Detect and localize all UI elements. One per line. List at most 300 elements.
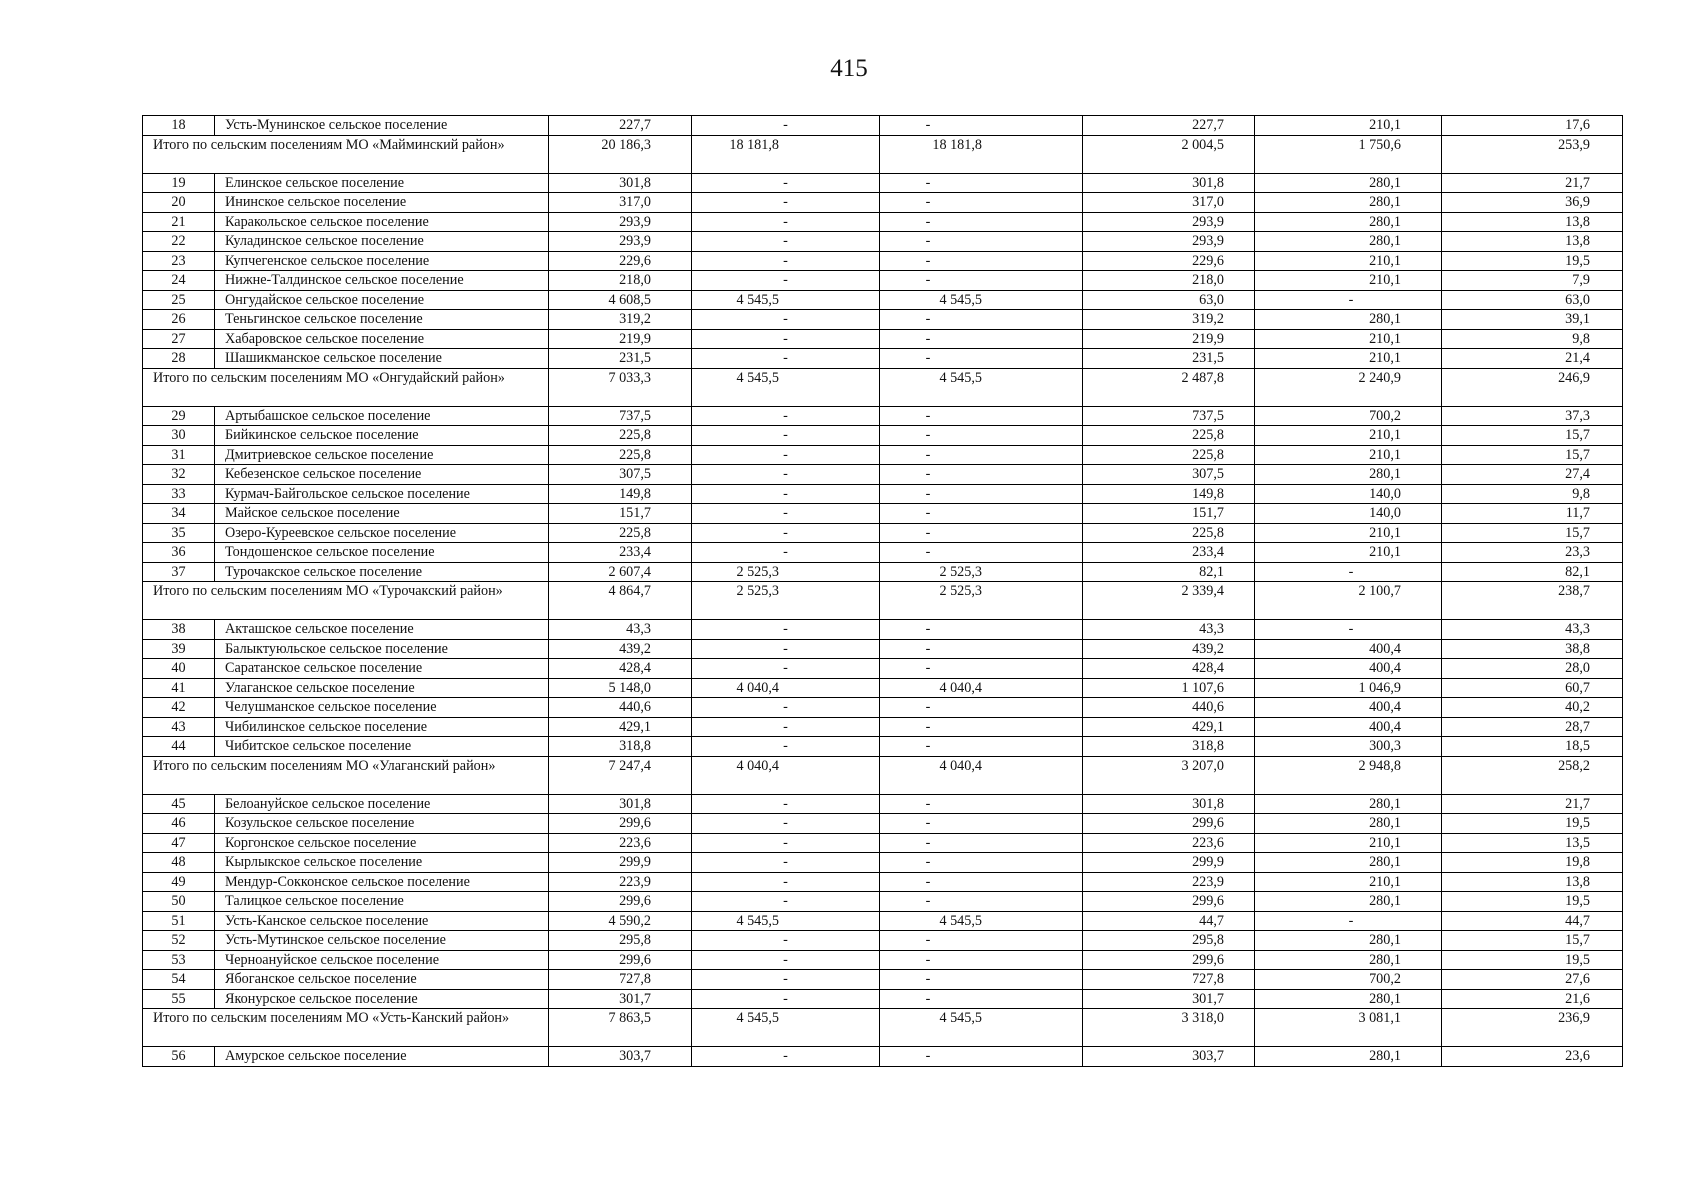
row-number: 38 [143,620,215,640]
row-number: 22 [143,232,215,252]
table-row [143,484,1623,504]
value-cell: 303,7 [549,1047,692,1067]
row-number: 48 [143,853,215,873]
value-cell: 700,2 [1255,970,1442,990]
value-cell: 43,3 [549,620,692,640]
total-label: Итого по сельским поселениям МО «Онгудайский район» [143,368,549,406]
row-number: 50 [143,892,215,912]
value-cell: - [880,212,1083,232]
value-cell: 210,1 [1255,116,1442,136]
value-cell: 2 004,5 [1083,135,1255,173]
value-cell: - [692,251,880,271]
value-cell: - [880,872,1083,892]
value-cell: - [692,698,880,718]
value-cell: - [692,406,880,426]
value-cell: 7 863,5 [549,1009,692,1047]
settlement-name: Нижне-Талдинское сельское поселение [215,271,549,291]
value-cell: - [692,794,880,814]
value-cell: 13,8 [1442,872,1623,892]
value-cell: 13,8 [1442,232,1623,252]
value-cell: - [692,833,880,853]
value-cell: - [692,717,880,737]
value-cell: 280,1 [1255,853,1442,873]
value-cell: 225,8 [549,523,692,543]
value-cell: 737,5 [1083,406,1255,426]
row-number: 32 [143,465,215,485]
row-number: 55 [143,989,215,1009]
value-cell: 82,1 [1442,562,1623,582]
value-cell: 280,1 [1255,232,1442,252]
settlement-name: Мендур-Сокконское сельское поселение [215,872,549,892]
table-row [143,271,1623,291]
value-cell: 43,3 [1442,620,1623,640]
table-total-row [143,756,1623,794]
value-cell: - [692,193,880,213]
value-cell: 299,6 [549,950,692,970]
row-number: 29 [143,406,215,426]
table-row [143,989,1623,1009]
value-cell: 44,7 [1083,911,1255,931]
value-cell: 20 186,3 [549,135,692,173]
value-cell: - [692,329,880,349]
value-cell: - [692,116,880,136]
value-cell: 229,6 [1083,251,1255,271]
value-cell: 299,9 [549,853,692,873]
value-cell: - [880,523,1083,543]
value-cell: - [692,484,880,504]
table-row [143,931,1623,951]
value-cell: 303,7 [1083,1047,1255,1067]
value-cell: 27,6 [1442,970,1623,990]
table-row [143,232,1623,252]
value-cell: 299,9 [1083,853,1255,873]
row-number: 45 [143,794,215,814]
settlement-name: Каракольское сельское поселение [215,212,549,232]
value-cell: - [692,232,880,252]
row-number: 28 [143,349,215,369]
value-cell: - [880,717,1083,737]
value-cell: 15,7 [1442,426,1623,446]
settlement-name: Челушманское сельское поселение [215,698,549,718]
value-cell: 18,5 [1442,737,1623,757]
value-cell: - [880,892,1083,912]
value-cell: 4 545,5 [880,290,1083,310]
table-row [143,737,1623,757]
value-cell: 3 207,0 [1083,756,1255,794]
value-cell: 439,2 [549,639,692,659]
table-row [143,814,1623,834]
value-cell: 307,5 [549,465,692,485]
value-cell: 400,4 [1255,659,1442,679]
value-cell: 223,6 [1083,833,1255,853]
table-row [143,523,1623,543]
value-cell: - [880,271,1083,291]
value-cell: 210,1 [1255,872,1442,892]
value-cell: 280,1 [1255,814,1442,834]
value-cell: 28,0 [1442,659,1623,679]
value-cell: - [880,950,1083,970]
table-total-row [143,135,1623,173]
table-row [143,406,1623,426]
table-total-row [143,368,1623,406]
row-number: 18 [143,116,215,136]
value-cell: 4 545,5 [692,1009,880,1047]
settlement-name: Чибилинское сельское поселение [215,717,549,737]
value-cell: 149,8 [549,484,692,504]
value-cell: - [880,232,1083,252]
value-cell: - [1255,562,1442,582]
settlement-name: Хабаровское сельское поселение [215,329,549,349]
value-cell: 19,5 [1442,892,1623,912]
row-number: 56 [143,1047,215,1067]
settlement-name: Курмач-Байгольское сельское поселение [215,484,549,504]
value-cell: 700,2 [1255,406,1442,426]
value-cell: 295,8 [549,931,692,951]
table-row [143,950,1623,970]
value-cell: 15,7 [1442,931,1623,951]
value-cell: 2 100,7 [1255,582,1442,620]
value-cell: 60,7 [1442,678,1623,698]
value-cell: 219,9 [549,329,692,349]
table-row [143,310,1623,330]
value-cell: 299,6 [549,814,692,834]
settlement-name: Кебезенское сельское поселение [215,465,549,485]
table-row [143,970,1623,990]
settlement-name: Майское сельское поселение [215,504,549,524]
value-cell: - [880,504,1083,524]
table-row [143,193,1623,213]
table-row [143,717,1623,737]
row-number: 42 [143,698,215,718]
value-cell: 280,1 [1255,892,1442,912]
value-cell: 44,7 [1442,911,1623,931]
row-number: 47 [143,833,215,853]
settlement-name: Чибитское сельское поселение [215,737,549,757]
value-cell: 40,2 [1442,698,1623,718]
value-cell: 82,1 [1083,562,1255,582]
settlement-name: Куладинское сельское поселение [215,232,549,252]
total-label: Итого по сельским поселениям МО «Улаганский район» [143,756,549,794]
value-cell: 2 525,3 [692,562,880,582]
value-cell: - [880,173,1083,193]
table-row [143,698,1623,718]
value-cell: - [692,349,880,369]
value-cell: 223,6 [549,833,692,853]
value-cell: 227,7 [1083,116,1255,136]
value-cell: 39,1 [1442,310,1623,330]
value-cell: 293,9 [1083,212,1255,232]
value-cell: - [880,251,1083,271]
value-cell: 293,9 [549,212,692,232]
settlement-name: Балыктуюльское сельское поселение [215,639,549,659]
row-number: 35 [143,523,215,543]
value-cell: 737,5 [549,406,692,426]
value-cell: 2 339,4 [1083,582,1255,620]
value-cell: - [880,814,1083,834]
value-cell: - [1255,290,1442,310]
table-row [143,853,1623,873]
value-cell: 428,4 [549,659,692,679]
value-cell: 299,6 [1083,950,1255,970]
budget-table [142,115,1623,1067]
value-cell: - [880,193,1083,213]
table-row [143,445,1623,465]
settlement-name: Саратанское сельское поселение [215,659,549,679]
settlement-name: Усть-Мунинское сельское поселение [215,116,549,136]
settlement-name: Теньгинское сельское поселение [215,310,549,330]
settlement-name: Коргонское сельское поселение [215,833,549,853]
value-cell: 429,1 [1083,717,1255,737]
value-cell: - [880,543,1083,563]
settlement-name: Тондошенское сельское поселение [215,543,549,563]
value-cell: 218,0 [1083,271,1255,291]
value-cell: - [880,620,1083,640]
value-cell: 1 750,6 [1255,135,1442,173]
value-cell: 1 046,9 [1255,678,1442,698]
value-cell: - [880,931,1083,951]
total-label: Итого по сельским поселениям МО «Майминский район» [143,135,549,173]
value-cell: 233,4 [549,543,692,563]
value-cell: - [880,310,1083,330]
value-cell: 2 525,3 [880,562,1083,582]
value-cell: 280,1 [1255,794,1442,814]
table-row [143,639,1623,659]
value-cell: - [880,1047,1083,1067]
value-cell: 299,6 [549,892,692,912]
row-number: 34 [143,504,215,524]
row-number: 36 [143,543,215,563]
value-cell: 299,6 [1083,892,1255,912]
value-cell: - [1255,620,1442,640]
value-cell: 280,1 [1255,950,1442,970]
row-number: 24 [143,271,215,291]
settlement-name: Елинское сельское поселение [215,173,549,193]
value-cell: - [692,465,880,485]
value-cell: 140,0 [1255,504,1442,524]
settlement-name: Яконурское сельское поселение [215,989,549,1009]
value-cell: 400,4 [1255,717,1442,737]
value-cell: 280,1 [1255,989,1442,1009]
value-cell: 36,9 [1442,193,1623,213]
value-cell: 218,0 [549,271,692,291]
row-number: 46 [143,814,215,834]
value-cell: 15,7 [1442,445,1623,465]
value-cell: 23,6 [1442,1047,1623,1067]
table-row [143,116,1623,136]
settlement-name: Бийкинское сельское поселение [215,426,549,446]
row-number: 53 [143,950,215,970]
row-number: 43 [143,717,215,737]
value-cell: 727,8 [1083,970,1255,990]
settlement-name: Онгудайское сельское поселение [215,290,549,310]
table-row [143,212,1623,232]
value-cell: 7,9 [1442,271,1623,291]
value-cell: 280,1 [1255,173,1442,193]
value-cell: 1 107,6 [1083,678,1255,698]
table-row [143,833,1623,853]
row-number: 52 [143,931,215,951]
settlement-name: Черноануйское сельское поселение [215,950,549,970]
value-cell: 13,5 [1442,833,1623,853]
value-cell: - [880,970,1083,990]
settlement-name: Кырлыкское сельское поселение [215,853,549,873]
value-cell: 300,3 [1255,737,1442,757]
value-cell: 295,8 [1083,931,1255,951]
value-cell: 4 864,7 [549,582,692,620]
value-cell: 17,6 [1442,116,1623,136]
value-cell: 4 040,4 [880,756,1083,794]
row-number: 25 [143,290,215,310]
value-cell: - [880,426,1083,446]
value-cell: 7 247,4 [549,756,692,794]
value-cell: 38,8 [1442,639,1623,659]
value-cell: 3 081,1 [1255,1009,1442,1047]
value-cell: 21,7 [1442,173,1623,193]
row-number: 23 [143,251,215,271]
value-cell: 63,0 [1442,290,1623,310]
value-cell: 63,0 [1083,290,1255,310]
settlement-name: Амурское сельское поселение [215,1047,549,1067]
value-cell: - [692,445,880,465]
value-cell: - [880,465,1083,485]
value-cell: - [692,620,880,640]
value-cell: 28,7 [1442,717,1623,737]
value-cell: - [692,814,880,834]
table-row [143,290,1623,310]
value-cell: 11,7 [1442,504,1623,524]
row-number: 30 [143,426,215,446]
value-cell: - [692,212,880,232]
row-number: 41 [143,678,215,698]
table-row [143,562,1623,582]
row-number: 27 [143,329,215,349]
value-cell: 317,0 [549,193,692,213]
value-cell: 19,5 [1442,950,1623,970]
table-row [143,678,1623,698]
settlement-name: Озеро-Куреевское сельское поселение [215,523,549,543]
settlement-name: Талицкое сельское поселение [215,892,549,912]
value-cell: 5 148,0 [549,678,692,698]
value-cell: - [692,853,880,873]
value-cell: - [692,543,880,563]
value-cell: 317,0 [1083,193,1255,213]
value-cell: 319,2 [1083,310,1255,330]
table-row [143,911,1623,931]
value-cell: 21,6 [1442,989,1623,1009]
value-cell: 293,9 [1083,232,1255,252]
value-cell: 4 545,5 [692,368,880,406]
value-cell: 307,5 [1083,465,1255,485]
row-number: 40 [143,659,215,679]
value-cell: 19,5 [1442,814,1623,834]
value-cell: 301,8 [1083,173,1255,193]
value-cell: 318,8 [549,737,692,757]
value-cell: - [880,406,1083,426]
value-cell: 140,0 [1255,484,1442,504]
value-cell: 149,8 [1083,484,1255,504]
value-cell: - [692,523,880,543]
value-cell: - [692,639,880,659]
value-cell: 9,8 [1442,484,1623,504]
value-cell: - [880,349,1083,369]
value-cell: 18 181,8 [692,135,880,173]
table-row [143,173,1623,193]
value-cell: 19,5 [1442,251,1623,271]
value-cell: - [692,504,880,524]
value-cell: - [692,1047,880,1067]
value-cell: - [692,970,880,990]
value-cell: 13,8 [1442,212,1623,232]
value-cell: - [692,310,880,330]
table-row [143,1047,1623,1067]
value-cell: 319,2 [549,310,692,330]
table-row [143,620,1623,640]
table-total-row [143,1009,1623,1047]
row-number: 31 [143,445,215,465]
settlement-name: Козульское сельское поселение [215,814,549,834]
settlement-name: Шашикманское сельское поселение [215,349,549,369]
value-cell: 19,8 [1442,853,1623,873]
value-cell: 301,8 [549,173,692,193]
value-cell: 27,4 [1442,465,1623,485]
value-cell: 4 545,5 [880,368,1083,406]
value-cell: - [880,484,1083,504]
value-cell: 301,7 [549,989,692,1009]
value-cell: - [880,116,1083,136]
settlement-name: Дмитриевское сельское поселение [215,445,549,465]
value-cell: 2 240,9 [1255,368,1442,406]
value-cell: 2 525,3 [692,582,880,620]
table-row [143,251,1623,271]
value-cell: 4 545,5 [880,1009,1083,1047]
value-cell: - [880,639,1083,659]
value-cell: - [692,737,880,757]
value-cell: 223,9 [1083,872,1255,892]
value-cell: 210,1 [1255,349,1442,369]
total-label: Итого по сельским поселениям МО «Турочакский район» [143,582,549,620]
value-cell: - [692,271,880,291]
value-cell: 23,3 [1442,543,1623,563]
settlement-name: Артыбашское сельское поселение [215,406,549,426]
value-cell: 2 607,4 [549,562,692,582]
value-cell: 151,7 [549,504,692,524]
value-cell: 258,2 [1442,756,1623,794]
row-number: 54 [143,970,215,990]
value-cell: 43,3 [1083,620,1255,640]
value-cell: 253,9 [1442,135,1623,173]
row-number: 51 [143,911,215,931]
value-cell: 400,4 [1255,639,1442,659]
value-cell: 301,7 [1083,989,1255,1009]
value-cell: 429,1 [549,717,692,737]
row-number: 44 [143,737,215,757]
table-row [143,465,1623,485]
value-cell: - [692,931,880,951]
settlement-name: Купчегенское сельское поселение [215,251,549,271]
value-cell: - [1255,911,1442,931]
value-cell: 15,7 [1442,523,1623,543]
value-cell: 151,7 [1083,504,1255,524]
value-cell: 318,8 [1083,737,1255,757]
table-row [143,426,1623,446]
page-number: 415 [830,55,868,82]
value-cell: 2 525,3 [880,582,1083,620]
row-number: 37 [143,562,215,582]
value-cell: 233,4 [1083,543,1255,563]
value-cell: 225,8 [1083,445,1255,465]
value-cell: 21,4 [1442,349,1623,369]
settlement-name: Ябоганское сельское поселение [215,970,549,990]
